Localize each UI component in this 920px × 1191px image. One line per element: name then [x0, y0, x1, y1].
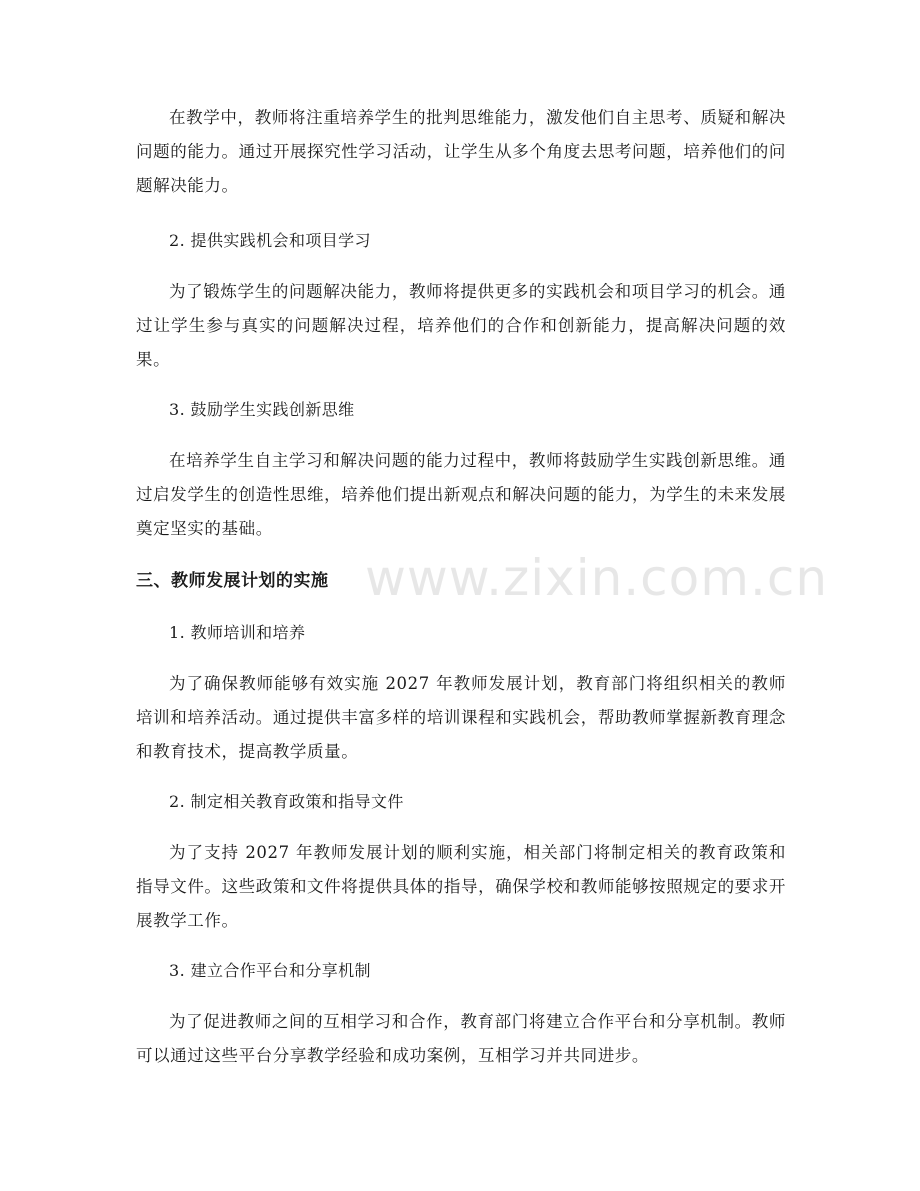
paragraph-teacher-training: 为了确保教师能够有效实施 2027 年教师发展计划，教育部门将组织相关的教师培训和培养活动。通过提供丰富多样的培训课程和实践机会，帮助教师掌握新教育理念和教育技术，提高教学质量。 — [136, 674, 786, 761]
subheading-practice-projects: 2. 提供实践机会和项目学习 — [169, 231, 371, 250]
section-heading-implementation: 三、教师发展计划的实施 — [136, 571, 329, 591]
paragraph-practice-projects: 为了锻炼学生的问题解决能力，教师将提供更多的实践机会和项目学习的机会。通过让学生参与真实的问题解决过程，培养他们的合作和创新能力，提高解决问题的效果。 — [136, 282, 786, 369]
subheading-innovation-thinking: 3. 鼓励学生实践创新思维 — [169, 400, 355, 419]
paragraph-critical-thinking: 在教学中，教师将注重培养学生的批判思维能力，激发他们自主思考、质疑和解决问题的能力。通过开展探究性学习活动，让学生从多个角度去思考问题，培养他们的问题解决能力。 — [136, 108, 786, 195]
watermark-text: www.zixin.com.cn — [365, 549, 829, 607]
subheading-collaboration-platform: 3. 建立合作平台和分享机制 — [169, 961, 371, 980]
subheading-policy-documents: 2. 制定相关教育政策和指导文件 — [169, 792, 404, 811]
paragraph-policy-documents: 为了支持 2027 年教师发展计划的顺利实施，相关部门将制定相关的教育政策和指导文件。这些政策和文件将提供具体的指导，确保学校和教师能够按照规定的要求开展教学工作。 — [136, 843, 786, 930]
paragraph-innovation-thinking: 在培养学生自主学习和解决问题的能力过程中，教师将鼓励学生实践创新思维。通过启发学生的创造性思维，培养他们提出新观点和解决问题的能力，为学生的未来发展奠定坚实的基础。 — [136, 451, 786, 538]
paragraph-collaboration-platform: 为了促进教师之间的互相学习和合作，教育部门将建立合作平台和分享机制。教师可以通过这些平台分享教学经验和成功案例，互相学习并共同进步。 — [136, 1012, 786, 1065]
subheading-teacher-training: 1. 教师培训和培养 — [169, 623, 306, 642]
